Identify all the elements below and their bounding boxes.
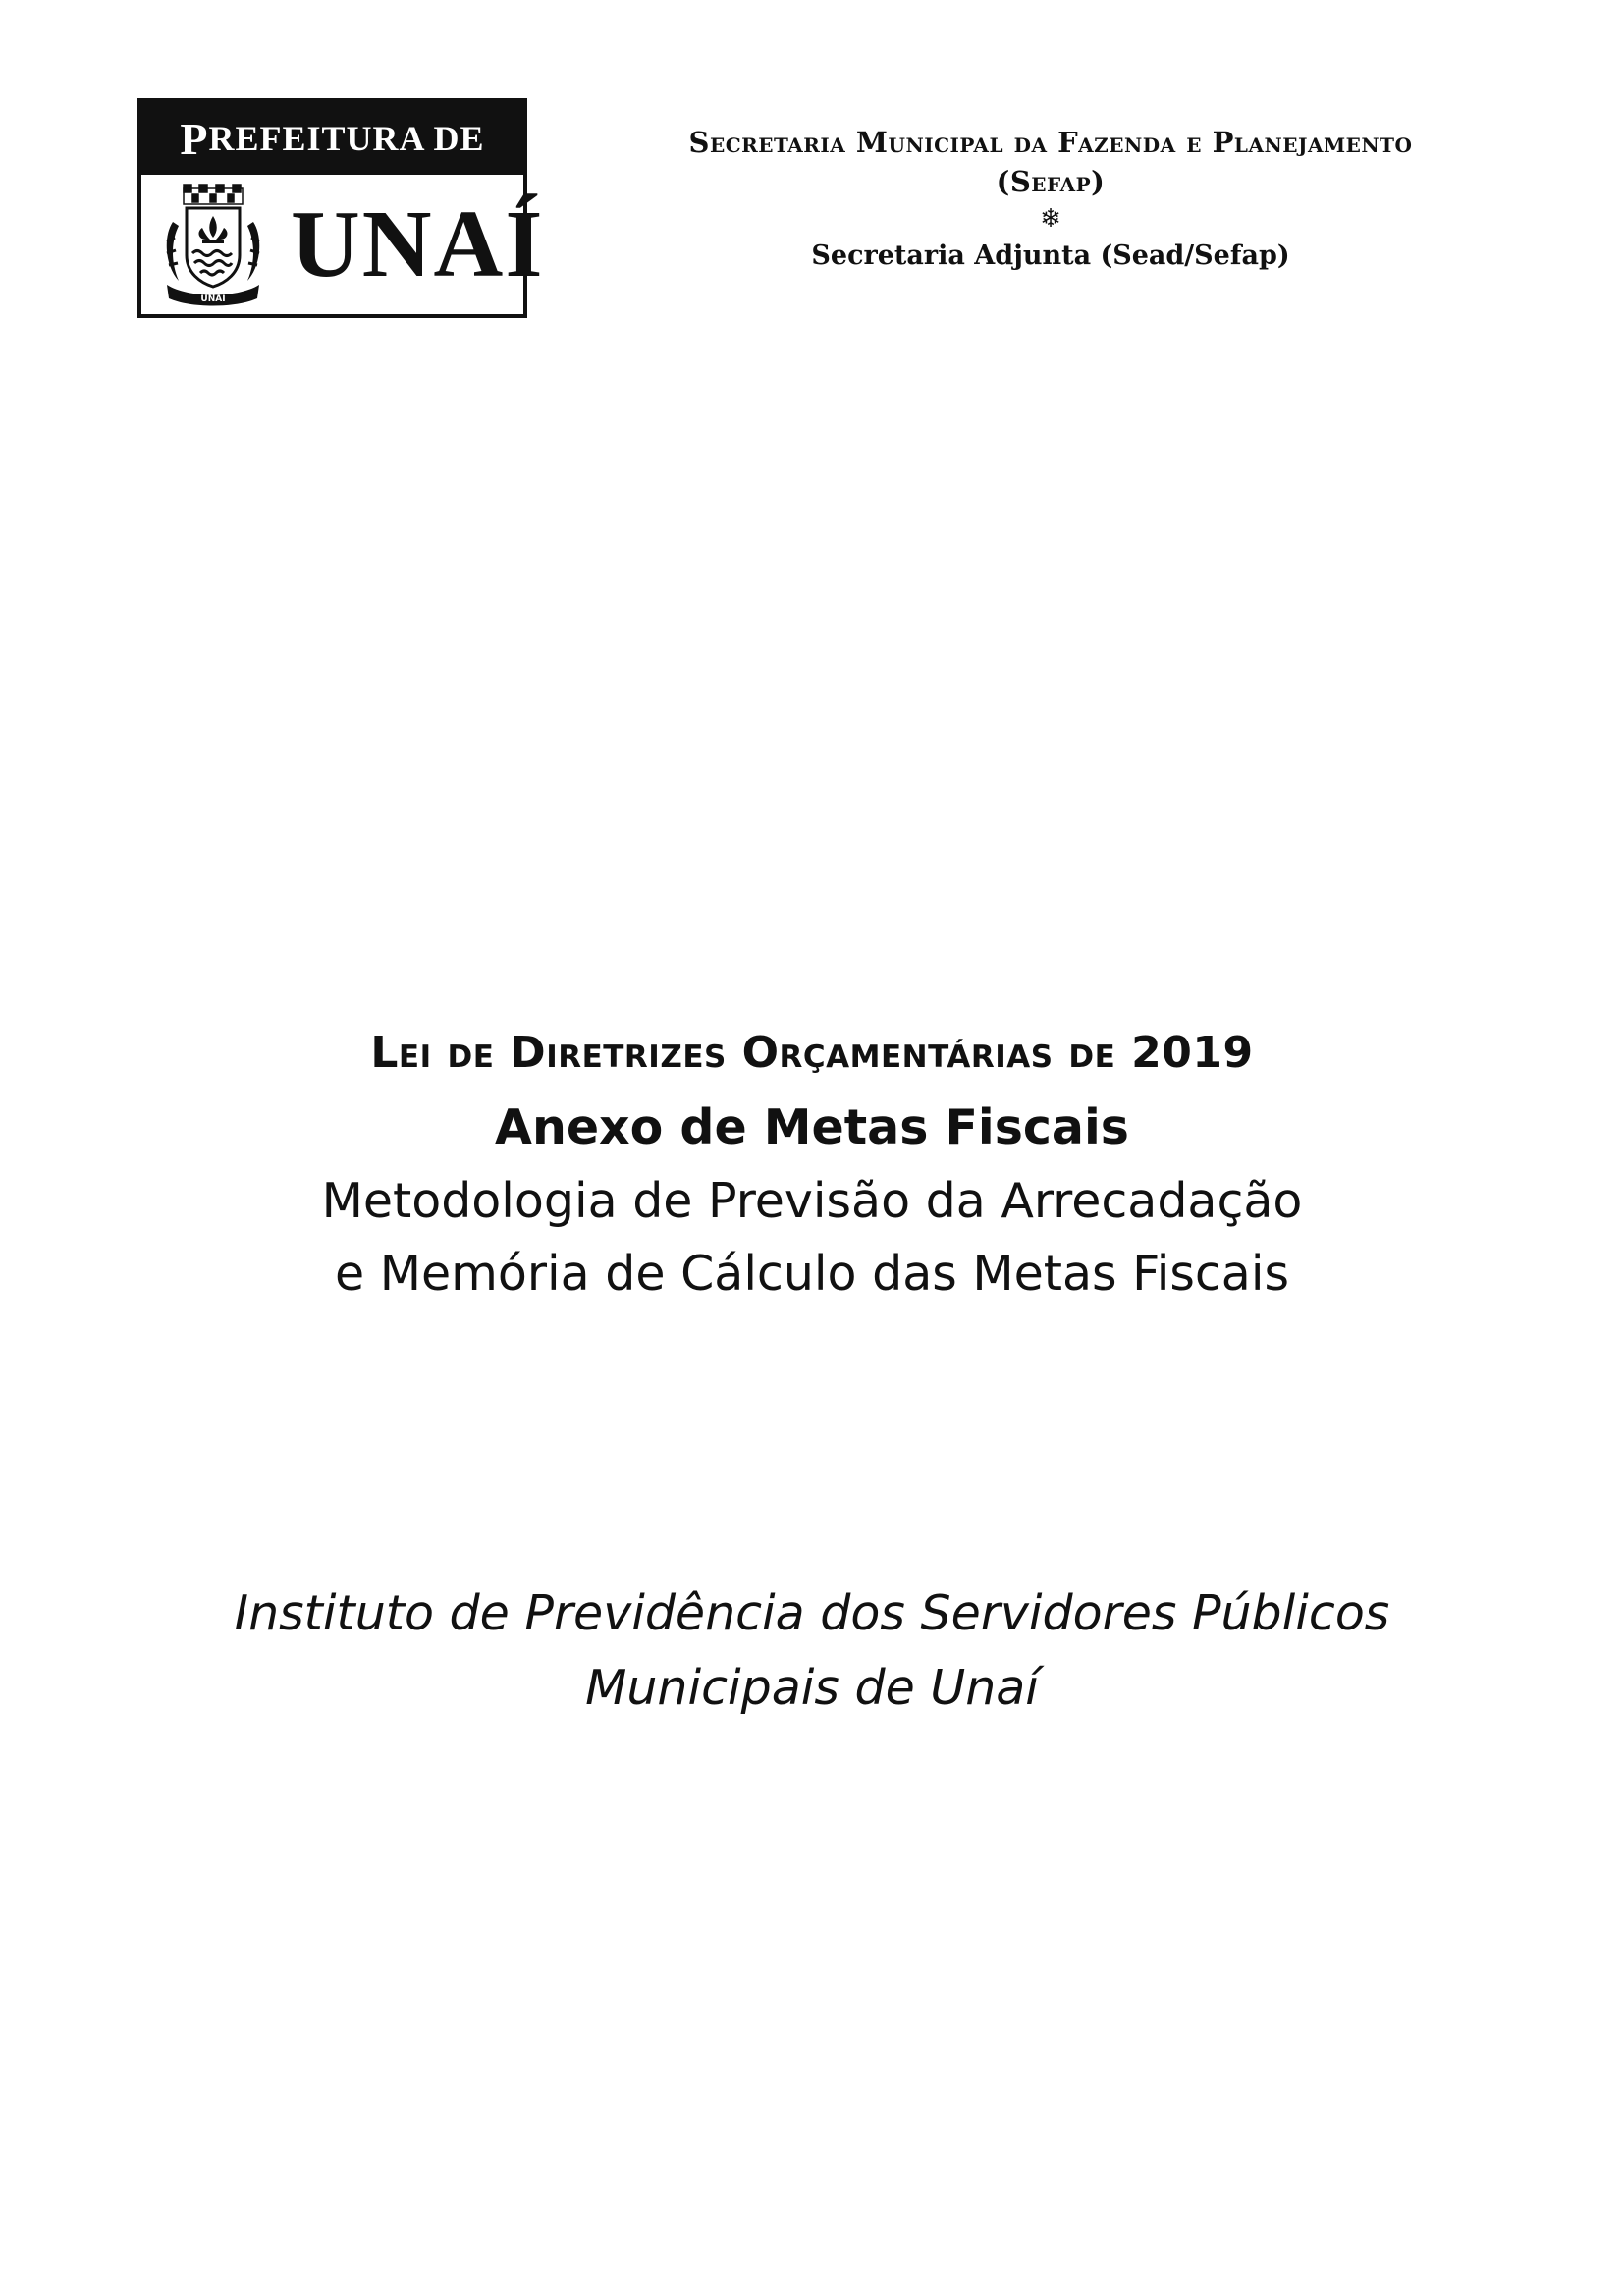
logo-band [141,102,523,175]
logo-band-initial: P [180,113,209,164]
document-title-ldo: Lei de Diretrizes Orçamentárias de 2019 [370,1028,1254,1078]
secretaria-abbreviation: (Sefap) [996,165,1106,198]
institute-name-line2: Municipais de Unaí [585,1660,1039,1716]
institute-name-block [0,1576,1624,1726]
snowflake-ornament-icon: ❄ [1040,204,1061,234]
secretaria-name: Secretaria Municipal da Fazenda e Planejamento [688,126,1413,159]
crest-ribbon-text: UNAÍ [200,294,226,304]
secretaria-header [589,123,1512,276]
document-subtitle-methodology: Metodologia de Previsão da Arrecadação [321,1173,1303,1229]
secretaria-adjunta: Secretaria Adjunta (Sead/Sefap) [811,240,1290,271]
document-subtitle-calculation: e Memória de Cálculo das Metas Fiscais [335,1246,1289,1302]
crown-shape [184,185,243,204]
logo-city-name: UNAÍ [291,191,545,297]
document-subtitle-annex: Anexo de Metas Fiscais [495,1099,1129,1155]
logo-band-text: REFEITURA DE [208,119,485,158]
unai-coat-of-arms-icon [159,183,267,310]
prefeitura-logo [137,98,545,318]
institute-name-line1: Instituto de Previdência dos Servidores Públicos [234,1585,1390,1641]
document-title-block [0,1016,1624,1310]
